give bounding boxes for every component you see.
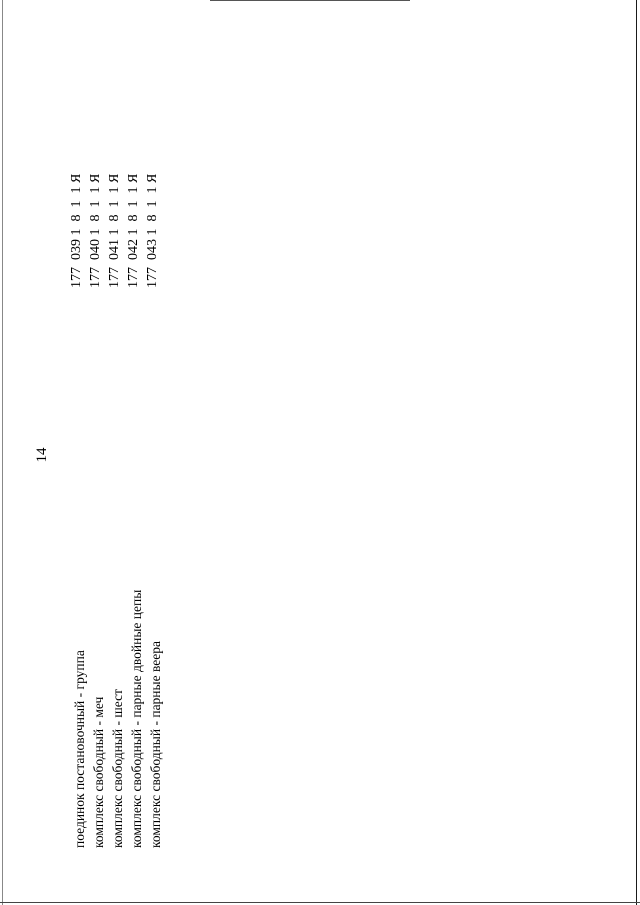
scan-edge-bottom [0, 902, 640, 903]
scan-edge-right [636, 0, 637, 905]
scan-edge-left [2, 0, 3, 905]
entry-code: 177 042 1 8 1 1 Я [126, 173, 141, 288]
entry-name: поединок постановочный - группа [72, 650, 87, 848]
entry-code: 177 040 1 8 1 1 Я [88, 173, 103, 288]
entry-name: комплекс свободный - парные двойные цепы [129, 589, 144, 848]
page-number: 14 [34, 447, 50, 463]
entry-name: комплекс свободный - меч [91, 696, 106, 848]
scan-edge-top [210, 0, 410, 1]
entry-code: 177 039 1 8 1 1 Я [69, 173, 84, 288]
entry-name: комплекс свободный - парные веера [148, 641, 163, 848]
entry-code: 177 043 1 8 1 1 Я [145, 173, 160, 288]
entry-code: 177 041 1 8 1 1 Я [107, 173, 122, 288]
entry-name: комплекс свободный - шест [110, 689, 125, 848]
